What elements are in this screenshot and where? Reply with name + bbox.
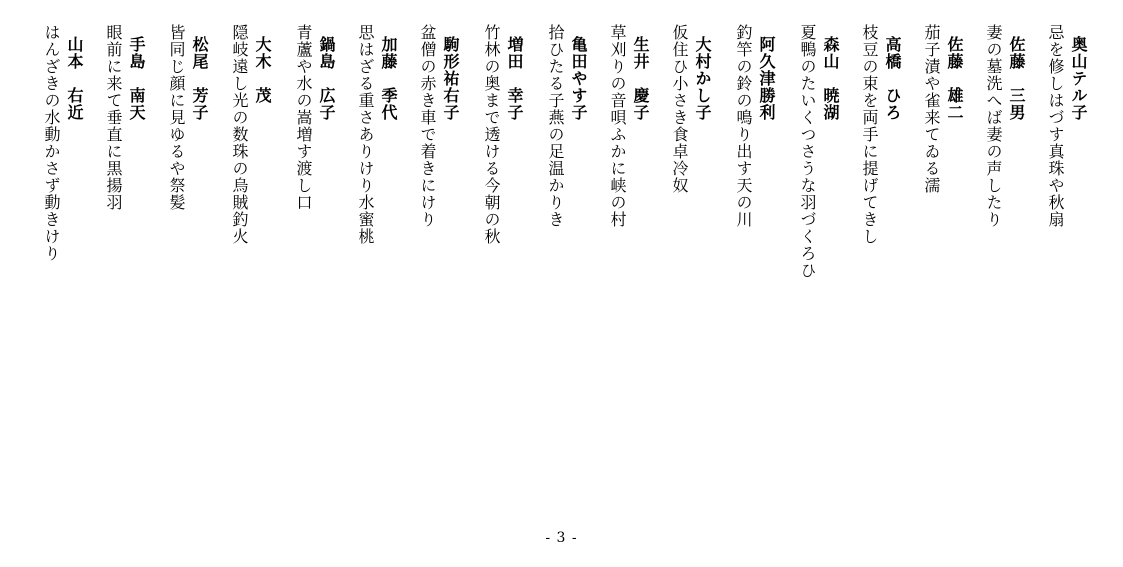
haiku-author: 松尾 芳子 [190, 36, 209, 121]
haiku-text: 拾ひたる子燕の足温かりき [546, 24, 565, 228]
haiku-author: 駒形祐右子 [441, 36, 460, 121]
haiku-text: 茄子漬や雀来てゐる濡 [922, 24, 941, 194]
haiku-text: 隠岐遠し光の数珠の烏賊釣火 [230, 24, 249, 245]
haiku-author: 増田 幸子 [505, 36, 524, 121]
haiku-text: 皆同じ顔に見ゆるや祭髪 [167, 24, 186, 211]
haiku-text: 仮住ひ小さき食卓冷奴 [670, 24, 689, 194]
haiku-text: 釣竿の鈴の鳴り出す天の川 [734, 24, 753, 228]
haiku-text: 盆僧の赤き車で着きにけり [418, 24, 437, 228]
haiku-author: 佐藤 三男 [1007, 36, 1026, 121]
haiku-author: 鍋島 広子 [317, 36, 336, 121]
haiku-author: 生井 慶子 [631, 36, 650, 121]
haiku-text: 夏鴨のたいくつさうな羽づくろひ [798, 24, 817, 279]
haiku-author: 手島 南天 [127, 36, 146, 121]
haiku-author: 佐藤 雄二 [945, 36, 964, 121]
haiku-author: 加藤 季代 [379, 36, 398, 121]
haiku-text: 忌を修しはづす真珠や秋扇 [1046, 24, 1065, 228]
haiku-text: 妻の墓洗へば妻の声したり [984, 24, 1003, 228]
haiku-author: 奥山テル子 [1069, 36, 1088, 121]
haiku-author: 大村かし子 [693, 36, 712, 121]
haiku-author: 大木 茂 [253, 36, 272, 104]
haiku-author: 高橋 ひろ [883, 36, 902, 121]
haiku-text: 思はざる重さありけり水蜜桃 [356, 24, 375, 245]
haiku-author: 森山 暁湖 [821, 36, 840, 121]
haiku-text: 眼前に来て垂直に黒揚羽 [104, 24, 123, 211]
page-number: - 3 - [545, 530, 578, 546]
haiku-text: はんざきの水動かさず動きけり [42, 24, 61, 262]
haiku-author: 亀田やす子 [569, 36, 588, 121]
haiku-author: 山本 右近 [65, 36, 84, 121]
haiku-text: 竹林の奥まで透ける今朝の秋 [482, 24, 501, 245]
haiku-text: 青蘆や水の嵩増す渡し口 [294, 24, 313, 211]
haiku-text: 草刈りの音唄ふかに峡の村 [608, 24, 627, 228]
haiku-text: 枝豆の束を両手に提げてきし [860, 24, 879, 245]
haiku-author: 阿久津勝利 [757, 36, 776, 121]
